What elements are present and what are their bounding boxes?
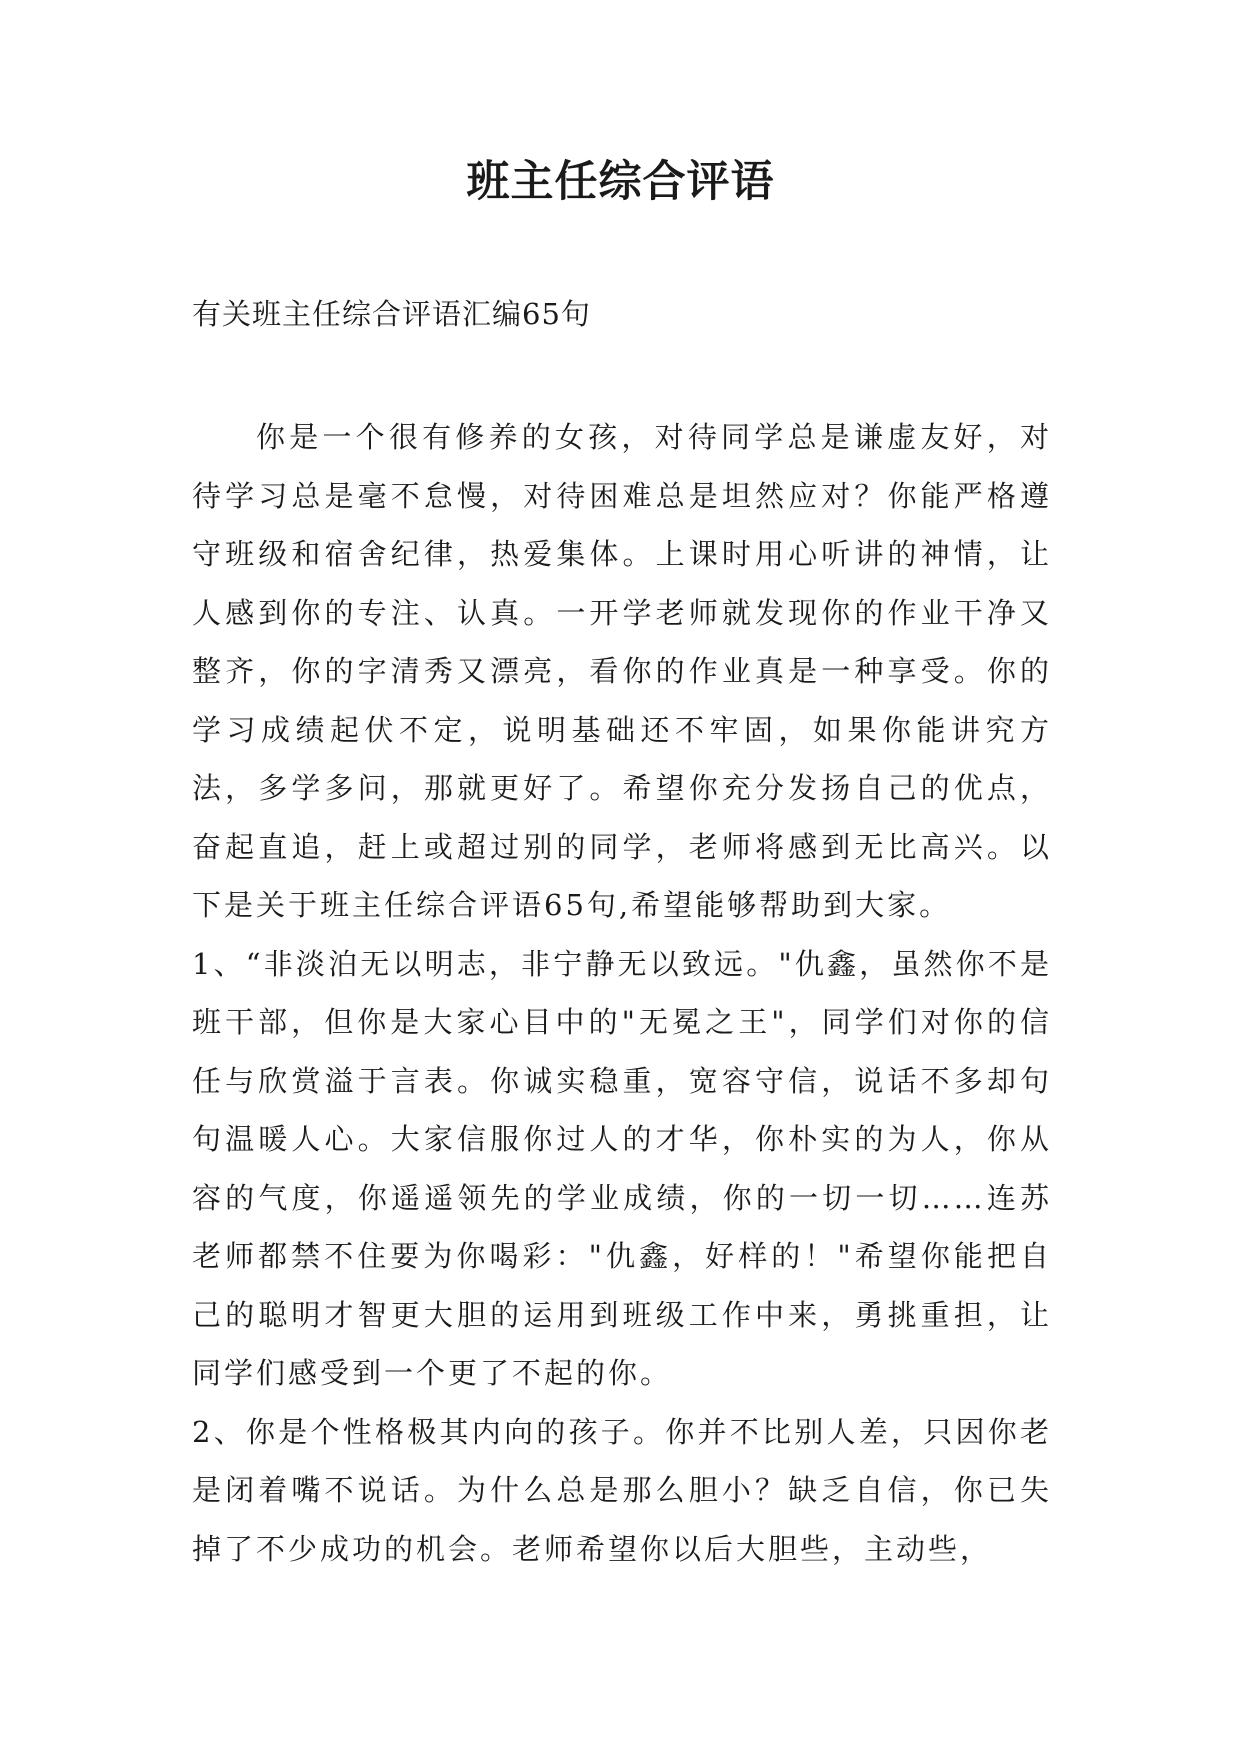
document-subtitle: 有关班主任综合评语汇编65句: [192, 297, 591, 331]
intro-paragraph: 你是一个很有修养的女孩，对待同学总是谦虚友好，对待学习总是毫不怠慢，对待困难总是坦然应对？你能严格遵守班级和宿舍纪律，热爱集体。上课时用心听讲的神情，让人感到你的专注、认真。一开学老师就发现你的作业干净又整齐，你的字清秀又漂亮，看你的作业真是一种享受。你的学习成绩起伏不定，说明基础还不牢固，如果你能讲究方法，多学多问，那就更好了。希望你充分发扬自己的优点，奋起直追，赶上或超过别的同学，老师将感到无比高兴。以下是关于班主任综合评语65句,希望能够帮助到大家。: [192, 420, 1052, 922]
document-title: 班主任综合评语: [466, 157, 775, 207]
comment-item-2: 2、你是个性格极其内向的孩子。你并不比别人差，只因你老是闭着嘴不说话。为什么总是那么胆小？缺乏自信，你已失掉了不少成功的机会。老师希望你以后大胆些，主动些，: [192, 1414, 1052, 1566]
document-body: [192, 408, 1052, 1578]
comment-item-1: 1、“非淡泊无以明志，非宁静无以致远。"仇鑫，虽然你不是班干部，但你是大家心目中的"无冕之王"，同学们对你的信任与欣赏溢于言表。你诚实稳重，宽容守信，说话不多却句句温暖人心。大家信服你过人的才华，你朴实的为人，你从容的气度，你遥遥领先的学业成绩，你的一切一切……连苏老师都禁不住要为你喝彩："仇鑫，好样的！"希望你能把自己的聪明才智更大胆的运用到班级工作中来，勇挑重担，让同学们感受到一个更了不起的你。: [192, 946, 1052, 1390]
